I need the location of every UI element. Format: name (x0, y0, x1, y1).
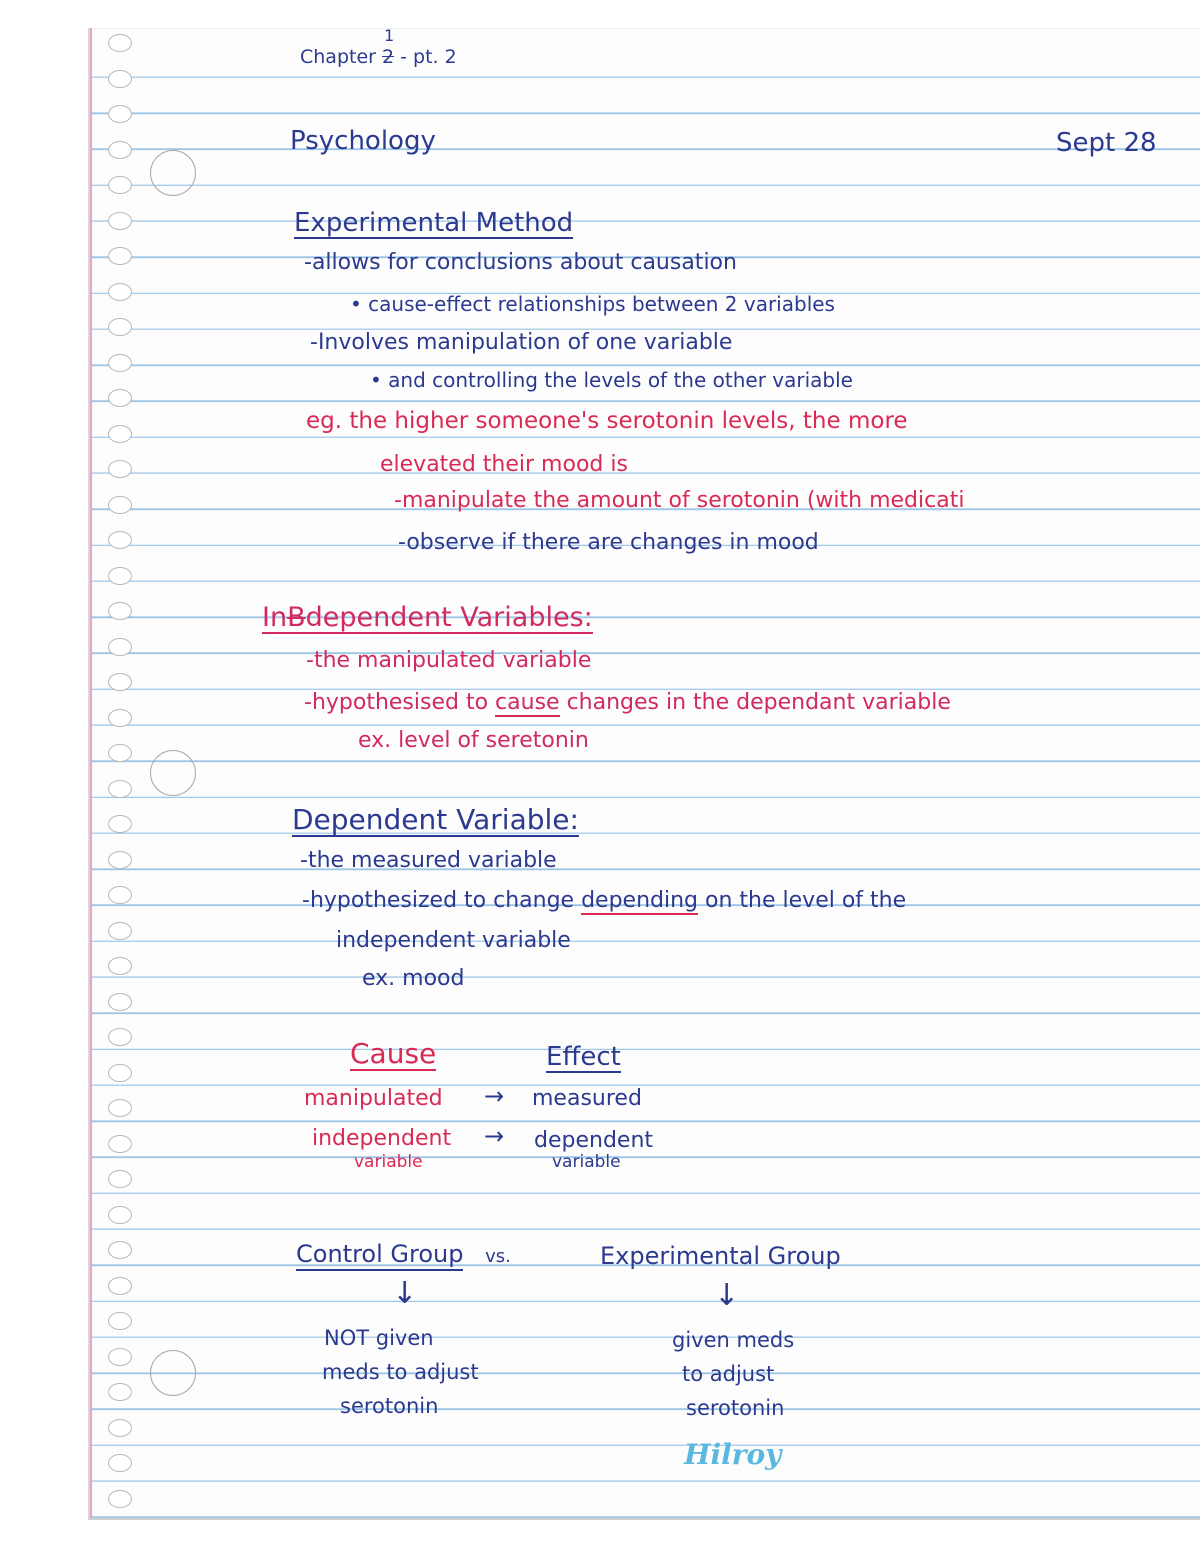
binder-hole (108, 34, 132, 52)
binder-hole (108, 318, 132, 336)
arrow-right: → (484, 1082, 505, 1110)
effect-heading: Effect (546, 1042, 621, 1072)
independent-variables-heading: InBdependent Variables: (262, 602, 593, 633)
note-line: • and controlling the levels of the other variable (370, 368, 853, 392)
binder-hole (108, 1383, 132, 1401)
binder-hole (108, 1419, 132, 1437)
arrow-right: → (484, 1122, 505, 1150)
note-line: -Involves manipulation of one variable (310, 330, 733, 355)
binder-hole (108, 1277, 132, 1295)
binder-hole (108, 141, 132, 159)
binder-hole (108, 993, 132, 1011)
experimental-group-title: Experimental Group (600, 1242, 841, 1270)
binder-hole (108, 1490, 132, 1508)
binder-hole (108, 1064, 132, 1082)
experimental-note: to adjust (682, 1362, 775, 1386)
chapter-label: Chapter 2 1 - pt. 2 (300, 26, 457, 68)
effect-item-sub: variable (552, 1152, 621, 1172)
binder-hole (108, 425, 132, 443)
binder-hole (108, 886, 132, 904)
cause-item: manipulated (304, 1086, 443, 1111)
note-line: ex. level of seretonin (358, 728, 589, 753)
ring-hole-bottom (150, 1350, 196, 1396)
experimental-method-heading: Experimental Method (294, 208, 574, 238)
binder-hole (108, 283, 132, 301)
binder-hole (108, 1312, 132, 1330)
experimental-note: given meds (672, 1328, 795, 1352)
binder-hole (108, 105, 132, 123)
note-line: • cause-effect relationships between 2 variables (350, 292, 835, 316)
binder-hole (108, 1348, 132, 1366)
note-line: -hypothesized to change depending on the level of the (302, 888, 907, 913)
binder-hole (108, 247, 132, 265)
note-line: -hypothesised to cause changes in the dependant variable (304, 690, 951, 715)
arrow-down-icon: ↓ (392, 1276, 418, 1311)
control-note: serotonin (340, 1394, 439, 1418)
binder-hole (108, 957, 132, 975)
note-line: -the manipulated variable (306, 648, 592, 673)
ring-hole-middle (150, 750, 196, 796)
binder-hole (108, 851, 132, 869)
binder-hole (108, 354, 132, 372)
binder-hole (108, 70, 132, 88)
margin-line (90, 28, 92, 1518)
binder-hole (108, 1170, 132, 1188)
note-line: -allows for conclusions about causation (304, 250, 737, 275)
binder-holes (90, 28, 140, 1518)
arrow-down-icon: ↓ (714, 1278, 740, 1313)
cause-heading: Cause (350, 1037, 437, 1070)
binder-hole (108, 1135, 132, 1153)
binder-hole (108, 922, 132, 940)
subject-title: Psychology (290, 126, 436, 156)
binder-hole (108, 1028, 132, 1046)
binder-hole (108, 496, 132, 514)
effect-item: measured (532, 1086, 642, 1111)
cause-item-sub: variable (354, 1152, 423, 1172)
ring-hole-top (150, 150, 196, 196)
note-line: -the measured variable (300, 848, 557, 873)
binder-hole (108, 1206, 132, 1224)
binder-hole (108, 1099, 132, 1117)
note-line: independent variable (336, 928, 571, 953)
binder-hole (108, 567, 132, 585)
binder-hole (108, 780, 132, 798)
binder-hole (108, 1241, 132, 1259)
binder-hole (108, 673, 132, 691)
hilroy-logo: Hilroy (684, 1438, 782, 1471)
binder-hole (108, 1454, 132, 1472)
binder-hole (108, 815, 132, 833)
note-line: ex. mood (362, 966, 465, 991)
binder-hole (108, 212, 132, 230)
experimental-note: serotonin (686, 1396, 785, 1420)
binder-hole (108, 389, 132, 407)
binder-hole (108, 638, 132, 656)
example-line: -observe if there are changes in mood (398, 530, 819, 555)
example-line: eg. the higher someone's serotonin levels, the more (306, 408, 908, 434)
control-group-title: Control Group vs. (296, 1242, 511, 1266)
control-note: meds to adjust (322, 1360, 479, 1384)
cause-item: independent (312, 1126, 452, 1151)
control-note: NOT given (324, 1326, 434, 1350)
binder-hole (108, 176, 132, 194)
dependent-variable-heading: Dependent Variable: (292, 803, 579, 836)
effect-item: dependent (534, 1128, 654, 1153)
date: Sept 28 (1056, 128, 1157, 158)
binder-hole (108, 744, 132, 762)
binder-hole (108, 602, 132, 620)
binder-hole (108, 709, 132, 727)
binder-hole (108, 460, 132, 478)
binder-hole (108, 531, 132, 549)
example-line: elevated their mood is (380, 452, 628, 477)
example-line: -manipulate the amount of serotonin (with medicati (394, 488, 965, 513)
